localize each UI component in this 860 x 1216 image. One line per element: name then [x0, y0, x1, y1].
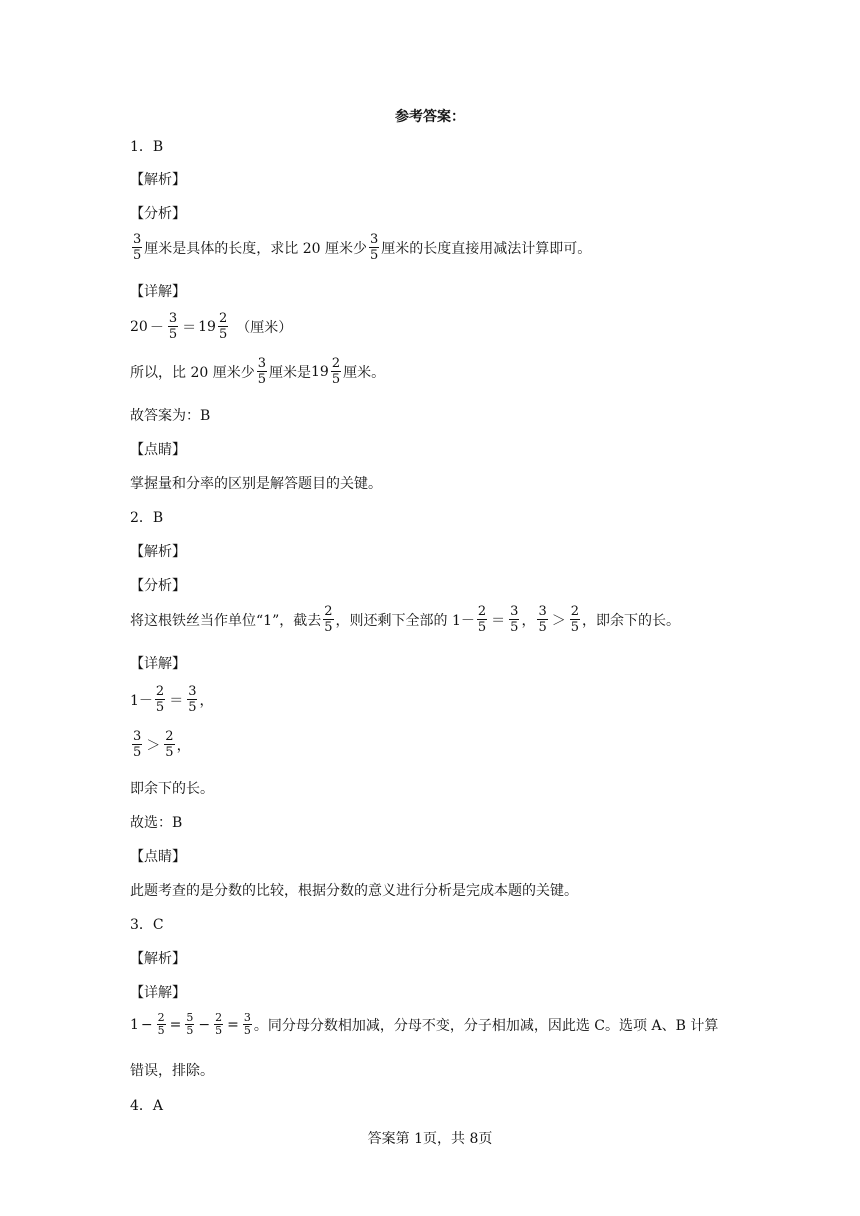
q4-number: [130, 1095, 163, 1115]
numerator: 5: [186, 1011, 194, 1024]
numerator: 3: [133, 729, 142, 744]
q2-xiangjie-text: 【详解】: [130, 656, 186, 672]
q1-summary: [130, 473, 382, 493]
q1-number-text: 1．B: [130, 139, 164, 155]
q2-analysis: [130, 604, 680, 635]
denominator: 5: [133, 248, 142, 263]
denominator: 5: [155, 700, 165, 715]
numerator: 2: [165, 729, 174, 744]
numerator: 2: [215, 1011, 223, 1024]
q1-conclusion: [130, 356, 385, 387]
q2-calculation-2: [130, 729, 191, 760]
q2-fenxi-text: 【分析】: [130, 578, 186, 594]
numerator: 3: [257, 356, 266, 371]
explanation-text: 错误，排除。: [130, 1063, 214, 1079]
numerator: 2: [218, 311, 228, 326]
denominator: 5: [243, 1024, 251, 1037]
denominator: 5: [133, 745, 142, 760]
fraction: [185, 1012, 194, 1037]
numerator: 3: [188, 684, 197, 699]
denominator: 5: [477, 620, 487, 635]
q3-number-text: 3．C: [130, 917, 164, 933]
greater-than-sign: ＞: [146, 737, 161, 754]
explanation-text: 。同分母分数相加减，分母不变，分子相加减，因此选 C。选项 A、B 计算: [253, 1017, 719, 1034]
denominator: 5: [188, 700, 197, 715]
minus-sign: −: [140, 1016, 153, 1033]
fraction: [218, 311, 228, 342]
analysis-text: 厘米是具体的长度，求比 20 厘米少: [144, 240, 367, 257]
q3-xiangjie-heading: [130, 982, 186, 1002]
denominator: 5: [186, 1024, 194, 1037]
denominator: 5: [510, 620, 519, 635]
result-text: 即余下的长。: [130, 781, 214, 797]
q2-result: [130, 778, 214, 798]
page-footer: 答案第 1页，共 8页: [367, 1131, 493, 1147]
fraction: [331, 356, 341, 387]
numerator: 2: [157, 1011, 165, 1024]
fraction: [155, 684, 165, 715]
equals-sign: ＝: [182, 319, 197, 336]
q1-analysis: [130, 232, 591, 263]
q1-answer: [130, 405, 210, 425]
numerator: 2: [331, 356, 341, 371]
q1-fenxi-heading: [130, 203, 186, 223]
q2-dianjing-heading: [130, 846, 186, 866]
summary-text: 此题考查的是分数的比较，根据分数的意义进行分析是完成本题的关键。: [130, 883, 578, 899]
q3-number: [130, 914, 164, 934]
fraction: [243, 1012, 252, 1037]
operand: 1－: [130, 692, 153, 709]
fraction: [537, 604, 547, 635]
numerator: 2: [570, 604, 579, 619]
fraction: [214, 1012, 223, 1037]
q2-jiexi-text: 【解析】: [130, 544, 186, 560]
q2-number-text: 2．B: [130, 510, 164, 526]
equals-sign: =: [227, 1016, 239, 1033]
numerator: 2: [324, 604, 333, 619]
numerator: 3: [168, 311, 178, 326]
q1-number: [130, 136, 163, 156]
unit-text: （厘米）: [236, 319, 293, 336]
summary-text: 掌握量和分率的区别是解答题目的关键。: [130, 476, 382, 492]
numerator: 3: [370, 232, 379, 247]
operand: 1: [130, 1016, 139, 1033]
q3-calculation: [130, 1012, 718, 1037]
dianjing-text: 【点睛】: [130, 849, 186, 865]
denominator: 5: [331, 372, 341, 387]
q1-xiangjie-text: 【详解】: [130, 284, 186, 300]
fraction: [164, 729, 174, 760]
equals-sign: ＝: [169, 692, 184, 709]
q2-fenxi-heading: [130, 575, 186, 595]
numerator: 3: [243, 1011, 251, 1024]
page-title: 参考答案：: [395, 109, 465, 125]
fraction: [323, 604, 333, 635]
fraction: [257, 356, 267, 387]
dianjing-text: 【点睛】: [130, 442, 186, 458]
fraction: [509, 604, 519, 635]
punctuation: ，: [176, 737, 191, 754]
greater-than-sign: ＞: [551, 612, 566, 629]
answer-text: 故选：B: [130, 815, 183, 831]
numerator: 3: [538, 604, 547, 619]
q1-calculation: [130, 311, 292, 342]
q4-number-text: 4．A: [130, 1098, 164, 1114]
q1-jiexi-text: 【解析】: [130, 172, 186, 188]
q2-summary: [130, 880, 578, 900]
conclusion-text: 厘米是: [269, 364, 311, 381]
q3-jiexi-text: 【解析】: [130, 951, 186, 967]
whole-number: 19: [311, 363, 329, 380]
minus-sign: －: [149, 319, 164, 336]
denominator: 5: [324, 620, 333, 635]
denominator: 5: [168, 327, 178, 342]
conclusion-text: 厘米。: [343, 364, 386, 381]
q1-fenxi-text: 【分析】: [130, 206, 186, 222]
fraction: [570, 604, 580, 635]
q2-calculation-1: [130, 684, 213, 715]
analysis-text: ，: [521, 612, 536, 629]
q3-calculation-continued: [130, 1060, 214, 1080]
punctuation: ，: [199, 692, 214, 709]
fraction: [168, 311, 178, 342]
fraction: [477, 604, 487, 635]
denominator: 5: [538, 620, 547, 635]
fraction: [157, 1012, 166, 1037]
q2-number: [130, 507, 163, 527]
equals-sign: ＝: [491, 612, 506, 629]
numerator: 3: [510, 604, 519, 619]
analysis-text: 将这根铁丝当作单位“1”，截去: [130, 612, 322, 629]
q2-jiexi-heading: [130, 541, 186, 561]
analysis-text: ，则还剩下全部的 1－: [335, 612, 475, 629]
denominator: 5: [370, 248, 379, 263]
fraction: [369, 232, 379, 263]
analysis-text: 厘米的长度直接用减法计算即可。: [381, 240, 592, 257]
whole-number: 19: [198, 318, 216, 335]
q3-jiexi-heading: [130, 948, 186, 968]
fraction: [132, 232, 142, 263]
denominator: 5: [570, 620, 579, 635]
fraction: [187, 684, 197, 715]
denominator: 5: [218, 327, 228, 342]
equals-sign: =: [169, 1016, 182, 1033]
analysis-text: ，即余下的长。: [582, 612, 680, 629]
numerator: 3: [133, 232, 142, 247]
denominator: 5: [165, 745, 174, 760]
numerator: 2: [477, 604, 487, 619]
q1-dianjing-heading: [130, 439, 186, 459]
q1-xiangjie-heading: [130, 281, 186, 301]
operand: 20: [130, 318, 148, 335]
minus-sign: −: [198, 1016, 211, 1033]
conclusion-text: 所以，比 20 厘米少: [130, 364, 255, 381]
q1-jiexi-heading: [130, 169, 186, 189]
denominator: 5: [257, 372, 266, 387]
q3-xiangjie-text: 【详解】: [130, 985, 186, 1001]
q2-answer: [130, 812, 182, 832]
answer-text: 故答案为：B: [130, 408, 211, 424]
q2-xiangjie-heading: [130, 653, 186, 673]
fraction: [132, 729, 142, 760]
denominator: 5: [157, 1024, 165, 1037]
denominator: 5: [215, 1024, 223, 1037]
numerator: 2: [155, 684, 165, 699]
